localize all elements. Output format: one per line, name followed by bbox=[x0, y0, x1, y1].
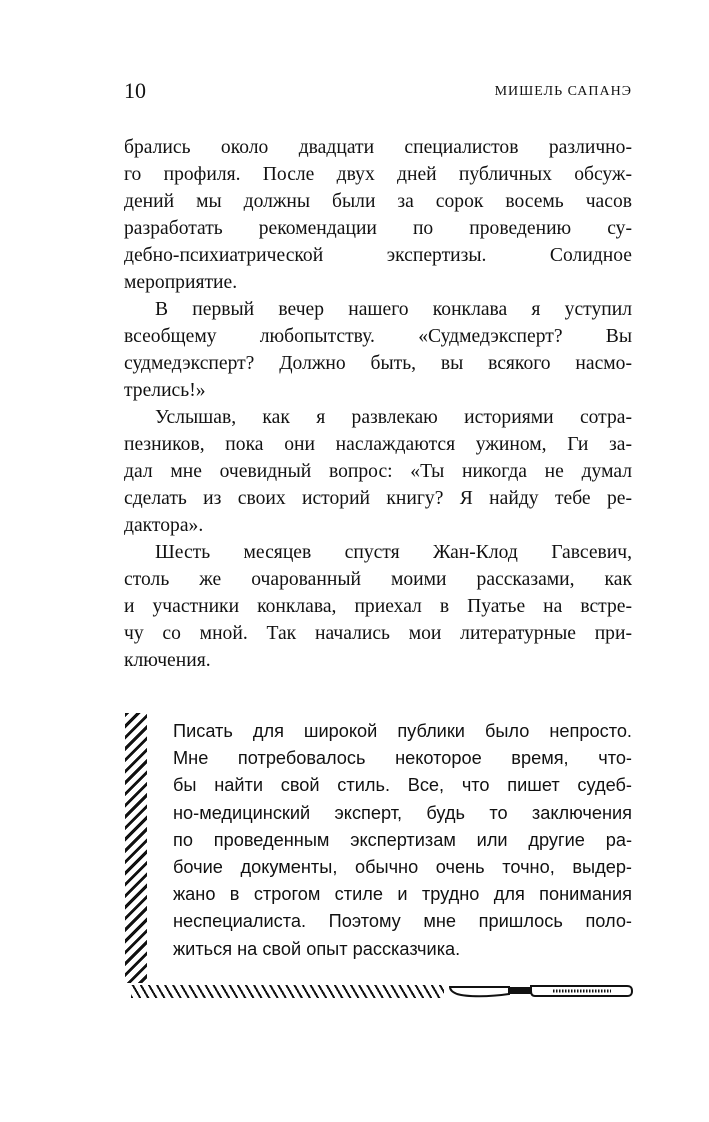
text-line: чу со мной. Так начались мои литературные при- bbox=[124, 623, 632, 644]
sidebar-line: неспециалиста. Поэтому мне пришлось поло- bbox=[173, 911, 632, 932]
text-line: Услышав, как я развлекаю историями сотра- bbox=[155, 407, 632, 428]
sidebar-line: бочие документы, обычно очень точно, выдер- bbox=[173, 857, 632, 878]
text-line: столь же очарованный моими рассказами, как bbox=[124, 569, 632, 590]
sidebar-line: по проведенным экспертизам или другие ра- bbox=[173, 829, 632, 850]
sidebar-line: бы найти свой стиль. Все, что пишет судеб- bbox=[173, 775, 632, 796]
sidebar-hatch-border bbox=[125, 713, 147, 983]
text-line: дактора». bbox=[124, 515, 204, 536]
text-line: дений мы должны были за сорок восемь часов bbox=[124, 191, 632, 212]
sidebar-line: жано в строгом стиле и трудно для понимания bbox=[173, 884, 632, 905]
text-line: В первый вечер нашего конклава я уступил bbox=[155, 299, 632, 320]
text-line: разработать рекомендации по проведению су- bbox=[124, 218, 632, 239]
main-text bbox=[124, 134, 632, 674]
text-line: и участники конклава, приехал в Пуатье на встре- bbox=[124, 596, 632, 617]
text-line: трелись!» bbox=[124, 380, 206, 401]
text-line: го профиля. После двух дней публичных обсуж- bbox=[124, 164, 632, 185]
sidebar-line: но-медицинский эксперт, будь то заключения bbox=[173, 802, 632, 823]
text-line: пезников, пока они наслаждаются ужином, Ги за- bbox=[124, 434, 632, 455]
sidebar-line: Писать для широкой публики было непросто. bbox=[173, 721, 632, 741]
text-line: сделать из своих историй книгу? Я найду тебе ре- bbox=[124, 488, 632, 509]
scalpel-icon bbox=[449, 983, 633, 1001]
text-line: Шесть месяцев спустя Жан-Клод Гавсевич, bbox=[155, 542, 632, 563]
sidebar-hatch-rule bbox=[131, 985, 444, 998]
text-line: дал мне очевидный вопрос: «Ты никогда не думал bbox=[124, 461, 632, 482]
sidebar-line: житься на свой опыт рассказчика. bbox=[173, 938, 461, 959]
sidebar-line: Мне потребовалось некоторое время, что- bbox=[173, 748, 632, 769]
text-line: всеобщему любопытству. «Судмедэксперт? Вы bbox=[124, 326, 632, 347]
text-line: мероприятие. bbox=[124, 272, 238, 293]
running-head: МИШЕЛЬ САПАНЭ bbox=[494, 84, 632, 99]
text-line: судмедэксперт? Должно быть, вы всякого насмо- bbox=[124, 353, 632, 374]
sidebar-note bbox=[173, 718, 632, 963]
text-line: брались около двадцати специалистов различно- bbox=[124, 137, 632, 158]
text-line: дебно-психиатрической экспертизы. Солидное bbox=[124, 245, 632, 266]
page-number: 10 bbox=[124, 78, 146, 103]
text-line: ключения. bbox=[124, 650, 211, 671]
